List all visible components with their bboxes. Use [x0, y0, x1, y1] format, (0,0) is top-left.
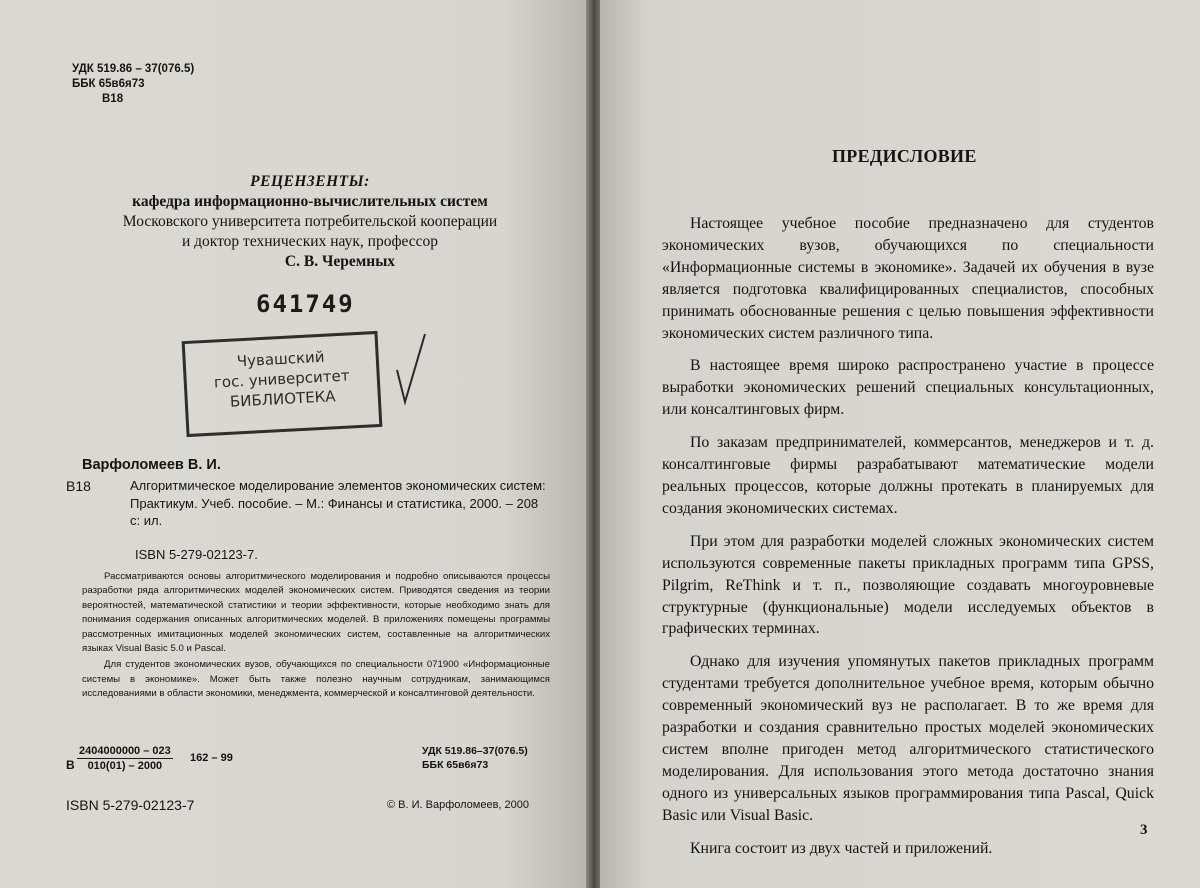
library-stamp	[182, 331, 383, 437]
isbn-inline: ISBN 5-279-02123-7.	[135, 547, 258, 562]
udk-bottom-line: УДК 519.86–37(076.5)	[422, 745, 528, 757]
reviewer-name: С. В. Черемных	[284, 253, 396, 270]
preface-body	[662, 213, 1154, 870]
preface-paragraph: В настоящее время широко распространено участие в процессе выработки экономических решений специальных консультационных, или консалтинговых фирм.	[662, 357, 1154, 419]
stamp-line-3: БИБЛИОТЕКА	[229, 387, 337, 411]
reviewers-line-1: кафедра информационно-вычислительных систем	[132, 193, 488, 210]
formula-fraction	[77, 744, 173, 773]
udk-block	[72, 62, 194, 107]
isbn-bottom: ISBN 5-279-02123-7	[66, 797, 195, 813]
udk-line: УДК 519.86 – 37(076.5)	[72, 63, 195, 75]
stamp-line-2: гос. университет	[213, 366, 350, 392]
abstract-paragraph: Для студентов экономических вузов, обучающихся по специальности 071900 «Информационные системы в экономике». Может быть также полезно научным сотрудникам, занимающимся исследованиями в области экономики, менеджмента, коммерческой и консалтинговой деятельности.	[82, 659, 550, 700]
preface-paragraph: При этом для разработки моделей сложных экономических систем используются современные пакеты прикладных программ типа GPSS, Pilgrim, ReThink и т. п., позволяющие создавать многоуровневые структурные (функциональные) модели исследуемых объектов в графических терминах.	[662, 532, 1154, 638]
reviewers-block	[100, 172, 520, 272]
preface-paragraph: Однако для изучения упомянутых пакетов прикладных программ студентами требуется дополнительное учебное время, которым обычно современный экономический вуз не располагает. В то же время для разработки и создания сравнительно простых моделей экономических систем вполне пригоден метод алгоритмического статистического моделирования. Для использования этого метода достаточно знания одного из универсальных языков программирования типа Pascal, Quick Basic или Visual Basic.	[662, 653, 1154, 824]
preface-paragraph: Книга состоит из двух частей и приложений.	[690, 839, 993, 857]
reviewers-title: РЕЦЕНЗЕНТЫ:	[250, 173, 370, 190]
bibliographic-entry: Алгоритмическое моделирование элементов экономических систем: Практикум. Учеб. пособие. – М.: Финансы и статистика, 2000. – 208 с: ил.	[130, 478, 546, 528]
stamp-line-1: Чувашский	[236, 347, 325, 371]
reviewers-line-3: и доктор технических наук, профессор	[181, 233, 439, 250]
formula-numerator: 2404000000 – 023	[79, 745, 171, 757]
formula-prefix: В	[66, 758, 75, 772]
right-page	[600, 0, 1200, 888]
reviewers-line-2: Московского университета потребительской кооперации	[122, 213, 498, 230]
bbk-bottom-line: ББК 65в6я73	[422, 759, 489, 771]
preface-paragraph: По заказам предпринимателей, коммерсантов, менеджеров и т. д. консалтинговые фирмы разрабатывают математические модели реальных процессов, которые должны протекать в планируемых для создания экономических системах.	[662, 434, 1154, 517]
abstract	[82, 570, 550, 704]
checkmark-icon	[393, 330, 429, 410]
formula-suffix: 162 – 99	[190, 752, 233, 764]
catalog-code: В18	[66, 478, 91, 494]
formula-denominator: 010(01) – 2000	[87, 760, 163, 772]
page-number: 3	[1140, 822, 1148, 838]
author-code-line: В18	[102, 93, 124, 105]
udk-bottom	[422, 744, 528, 772]
inventory-number: 641749	[256, 290, 355, 318]
page-title: ПРЕДИСЛОВИЕ	[832, 146, 977, 166]
bbk-line: ББК 65в6я73	[72, 78, 145, 90]
abstract-paragraph: Рассматриваются основы алгоритмического моделирования и подробно описываются процессы разработки ряда алгоритмических моделей экономических систем. Приводятся сведения из теории вероятностей, математической статистики и теории эффективности, которые необходимо знать для понимания содержания описанных алгоритмических моделей. В приложениях помещены программы рассмотренных имитационных моделей экономических систем, составленные на алгоритмических языках Visual Basic 5.0 и Pascal.	[82, 571, 550, 655]
author-name: Варфоломеев В. И.	[82, 457, 221, 473]
preface-paragraph: Настоящее учебное пособие предназначено для студентов экономических вузов, обучающихся по специальности «Информационные системы в экономике». Задачей их обучения в вузе является подготовка квалифицированных специалистов, способных принимать обоснованные решения с целью повышения эффективности экономических систем различного типа.	[662, 215, 1154, 342]
left-page	[0, 0, 588, 888]
copyright: © В. И. Варфоломеев, 2000	[387, 799, 530, 811]
